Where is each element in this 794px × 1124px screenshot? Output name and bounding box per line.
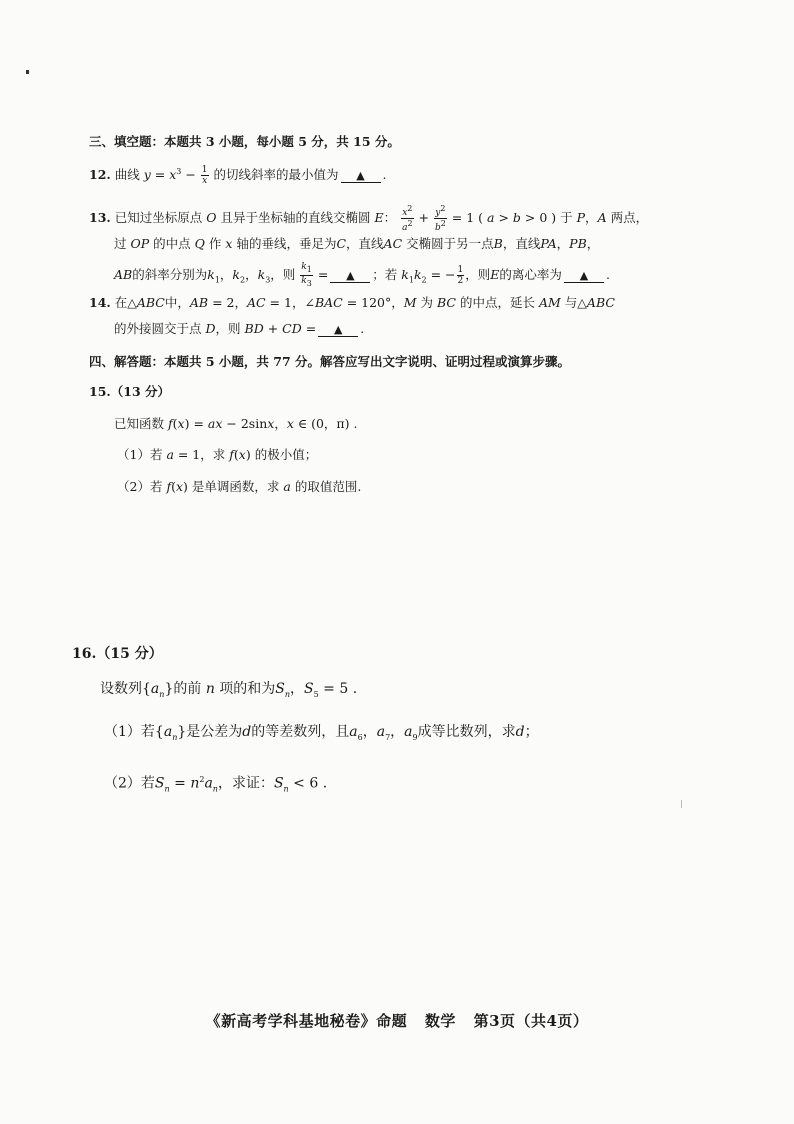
footer-subject: 数学 [424,1012,456,1030]
scan-speck [681,800,682,808]
q16-text: 成等比数列，求 [417,724,516,740]
q16-text: 是公差为 [186,724,243,740]
question-number: 13. [89,210,111,225]
question-number: 14. [89,295,111,310]
question-14-line-1: 14. 在△ABC中，AB = 2，AC = 1，∠BAC = 120°，M 为 BC 的中点，延长 AM 与△ABC [89,295,615,310]
section-4-heading: 四、解答题：本题共 5 小题，共 77 分。解答应写出文字说明、证明过程或演算步骤。 [89,354,571,369]
fraction: $\frac{k_1}{k_3}$ [301,262,312,288]
question-13-line-2: 过 OP 的中点 Q 作 x 轴的垂线，垂足为C，直线AC 交椭圆于另一点B，直线PA，PB， [114,236,600,251]
q13-text: 的离心率为 [499,266,562,282]
q16-text: 设数列 [100,681,142,697]
fraction: $\frac{1}{2}$ [457,264,464,286]
q13-text: 交椭圆于另一点 [406,236,494,251]
q16-text: （1）若 [104,724,155,740]
q16-text: 的前 [173,681,202,697]
question-16-part-2: （2）若$S_n = n^2a_n$，求证：$S_n < 6$ . [104,775,328,794]
answer-blank: ▲ [330,270,370,283]
q13-text: 于 [560,210,573,225]
q12-text-a: 曲线 [114,167,140,183]
q16-text: 的等差数列，且 [251,724,350,740]
q14-text: 在△ [114,295,137,310]
answer-blank: ▲ [564,270,604,283]
q14-text: 与△ [564,295,587,310]
question-15-intro: 已知函数 f(x) = ax − 2sinx，x ∈ (0，π) . [114,416,358,431]
q16-text: 项的和为 [219,681,276,697]
q13-text: ；若 [372,266,398,282]
q13-text: ，则 [270,266,296,282]
question-15-title: 15.（13 分） [89,384,170,399]
question-16-title: 16.（15 分） [72,646,163,662]
footer-book-title: 《新高考学科基地秘卷》命题 [205,1012,408,1030]
q13-text: 且异于坐标轴的直线交椭圆 [220,210,371,225]
footer-page-number: 第3页（共4页） [473,1012,589,1030]
q13-text: ，直线 [502,236,541,251]
answer-blank: ▲ [318,324,358,337]
q13-text: 过 [114,236,127,251]
page-footer [0,1010,794,1031]
question-16-part-1: （1）若$\{a_n\}$是公差为d的等差数列，且$a_6$，$a_7$，$a_9$成等比数列，求d； [104,724,539,742]
question-15-part-2: （2）若 f(x) 是单调函数，求 a 的取值范围. [117,479,362,494]
q12-text-b: 的切线斜率的最小值为 [213,167,339,183]
q14-text: 中， [164,295,190,310]
q16-text: ，求证： [217,775,274,792]
q13-text: 轴的垂线，垂足为 [236,236,337,251]
q15-text: 的极小值； [254,447,318,462]
question-number: 12. [89,167,111,183]
q14-text: ，延长 [497,295,535,310]
q15-text: ，求 [200,447,226,462]
q13-text: 的斜率分别为 [132,266,208,282]
q13-text: ，则 [465,266,491,282]
q13-text: 的中点 [153,236,191,251]
question-12: 12. 曲线 $y = x^3$ − $\frac{1}{x}$ 的切线斜率的最小值为 ▲ . [89,165,387,187]
q13-text: ，直线 [346,236,384,251]
fraction: $\frac{x^2}{a^2}$ [402,204,413,233]
question-14-line-2: 的外接圆交于点 D，则 BD + CD = ▲ . [114,321,365,336]
question-15-part-1: （1）若 a = 1，求 f(x) 的极小值； [117,447,318,462]
question-13-line-1: 13. 已知过坐标原点 O 且异于坐标轴的直线交椭圆 E： $\frac{x^2}{a^2}$ + $\frac{y^2}{b^2}$ = 1 ( a > b > 0 ) 于 P，A 两点， [89,204,649,233]
q15-text: 已知函数 [114,416,165,431]
q14-text: ，则 [215,321,241,336]
q15-text: （1）若 [117,447,163,462]
section-3-heading: 三、填空题：本题共 3 小题，每小题 5 分，共 15 分。 [89,134,400,149]
fraction: $\frac{y^2}{b^2}$ [434,204,446,233]
q13-text: 已知过坐标原点 [114,210,203,225]
q16-text: （2）若 [104,775,155,792]
scan-speck [26,70,29,74]
q15-text: 的取值范围. [294,479,362,494]
question-16-intro: 设数列$\{a_n\}$的前 n 项的和为$S_n$，$S_5 = 5$ . [100,681,358,699]
q15-text: （2）若 [117,479,163,494]
q13-text: 两点， [610,210,649,225]
q13-text: 作 [208,236,222,251]
q14-text: 的外接圆交于点 [114,321,202,336]
answer-blank: ▲ [341,170,381,183]
q15-text: 是单调函数，求 [191,479,280,494]
question-13-line-3: AB的斜率分别为$k_1$，$k_2$，$k_3$，则 $\frac{k_1}{k_3}$ = ▲ ；若 $k_1k_2$ = − $\frac{1}{2}$ ，则E的离心率为 ▲ . [114,262,610,288]
fraction: $\frac{1}{x}$ [201,165,208,187]
